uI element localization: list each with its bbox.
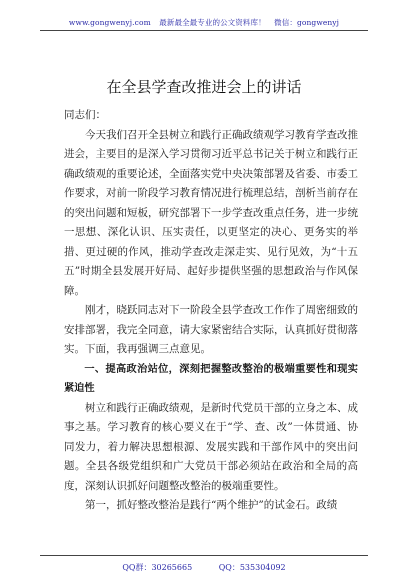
salutation: 同志们： xyxy=(64,109,106,121)
document-body xyxy=(64,106,358,516)
header-divider xyxy=(40,30,368,31)
footer-divider xyxy=(40,555,368,556)
paragraph: 今天我们召开全县树立和践行正确政绩观学习教育学查改推进会，主要目的是深入学习贯彻习近平总书记关于树立和践行正确政绩观的重要论述，全面落实党中央决策部署及省委、市委工作要求，对前一阶段学习教育情况进行梳理总结，剖析当前存在的突出问题和短板，研究部署下一步学查改重点任务，进一步统一思想、深化认识、压实责任，以更坚定的决心、更务实的举措、更过硬的作风，推动学查改走深走实、见行见效，为“十五五”时期全县发展开好局、起好步提供坚强的思想政治与作风保障。 xyxy=(64,128,358,297)
paragraph: 树立和践行正确政绩观，是新时代党员干部的立身之本、成事之基。学习教育的核心要义在于“学、查、改”一体贯通、协同发力，着力解决思想根源、发展实践和干部作风中的突出问题。全县各级党组织和广大党员干部必须站在政治和全局的高度，深刻认识抓好问题整改整治的极端重要性。 xyxy=(64,401,358,492)
qq-group: QQ群：30265665 xyxy=(122,563,193,572)
paragraph: 刚才，晓跃同志对下一阶段全县学查改工作作了周密细致的安排部署，我完全同意，请大家紧密结合实际，认真抓好贯彻落实。下面，我再强调三点意见。 xyxy=(64,304,358,355)
site-header xyxy=(0,17,408,28)
site-url[interactable]: www.gongwenyj.com xyxy=(68,18,151,27)
site-slogan: 最新最全最专业的公文资料库！ xyxy=(159,18,266,27)
document-title: 在全县学查改推进会上的讲话 xyxy=(106,78,302,96)
site-wechat: 微信：gongwenyj xyxy=(274,18,340,27)
site-footer xyxy=(0,562,408,573)
section-heading: 一、提高政治站位，深刻把握整改整治的极端重要性和现实紧迫性 xyxy=(64,363,358,394)
qq-contact: QQ：535304092 xyxy=(218,563,286,572)
paragraph: 第一，抓好整改整治是践行“两个维护”的试金石。政绩 xyxy=(85,499,338,511)
